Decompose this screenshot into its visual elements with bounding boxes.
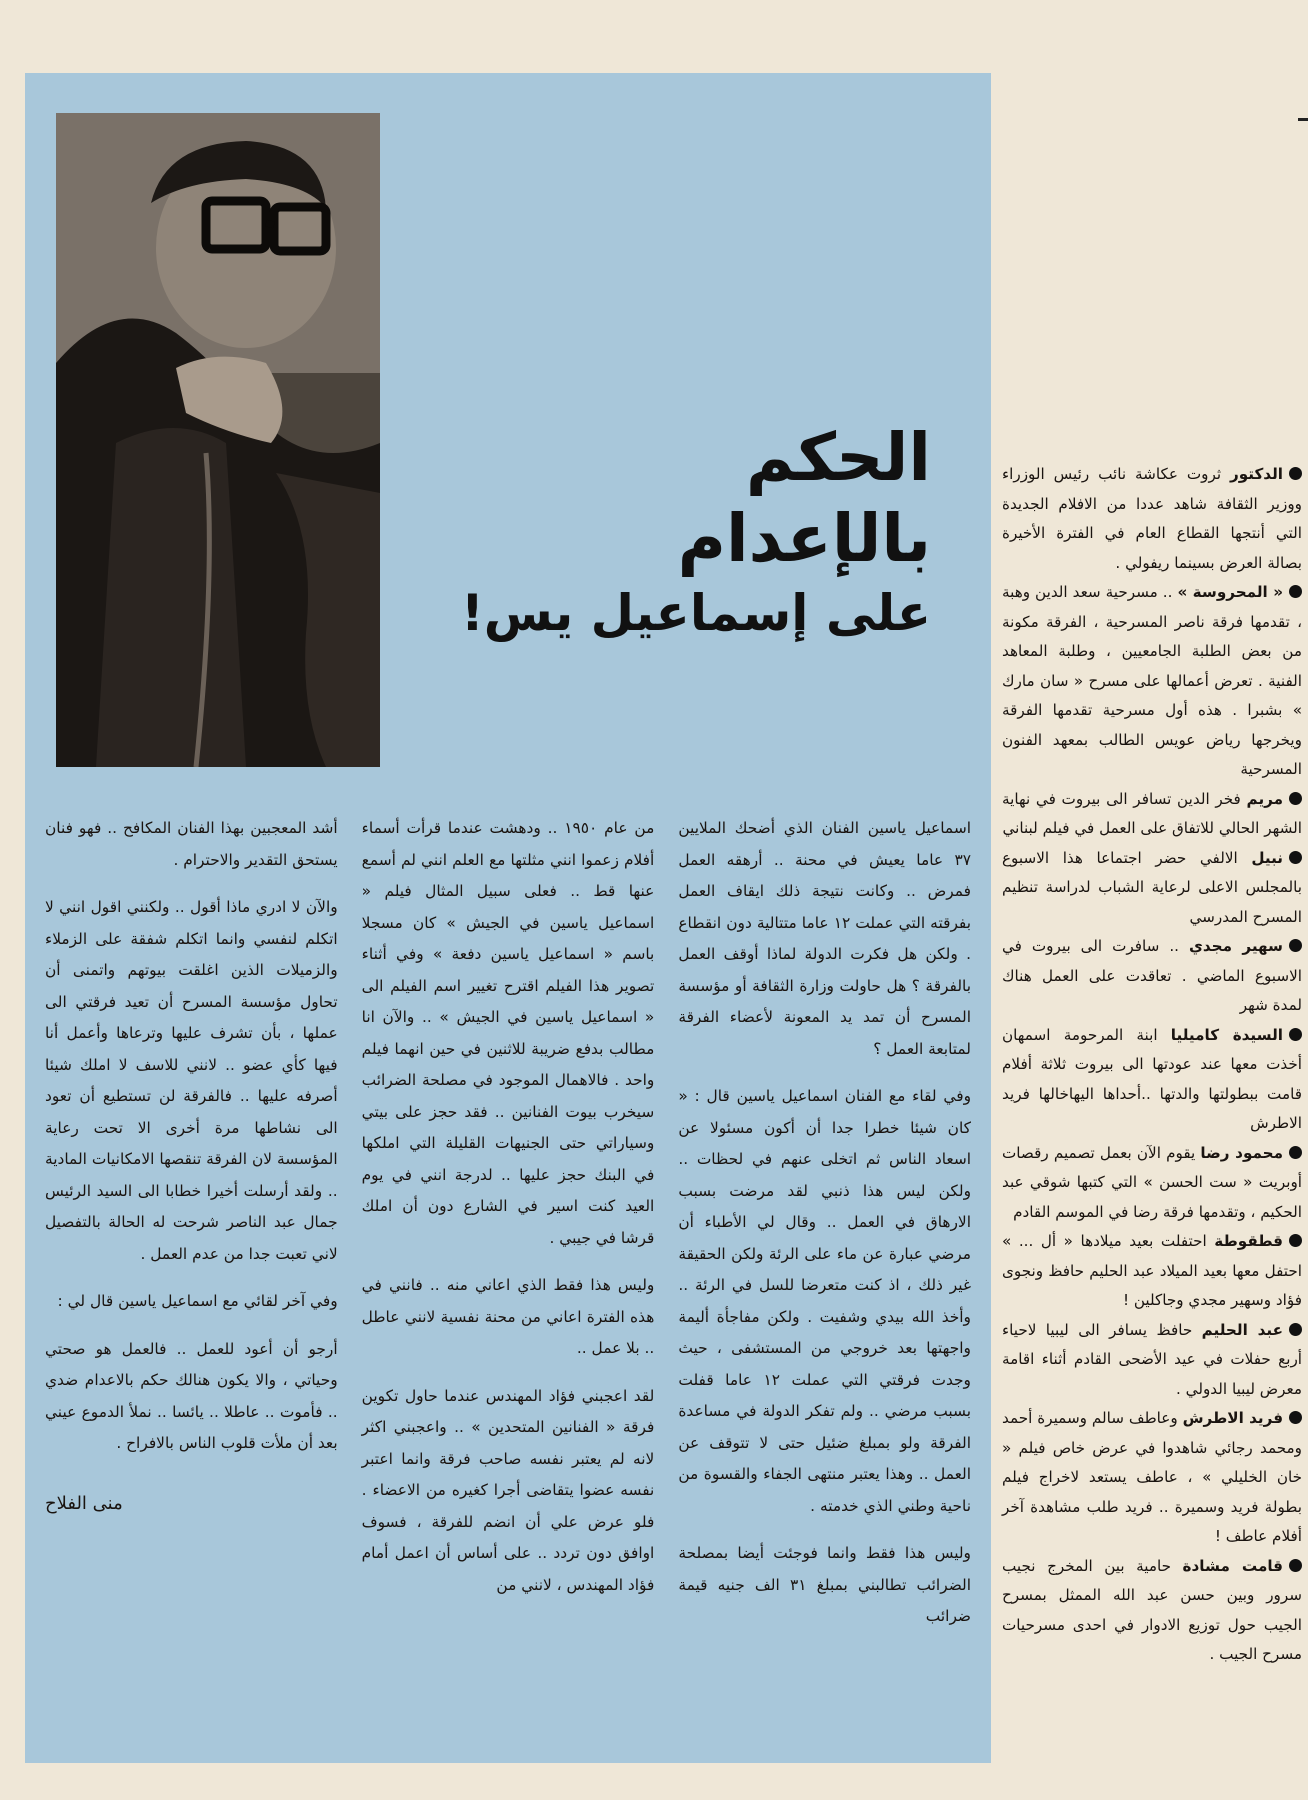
news-item: [1002, 1404, 1302, 1552]
news-item: [1002, 1227, 1302, 1316]
news-item-lead: محمود رضا: [1200, 1143, 1283, 1162]
article-paragraph: وليس هذا فقط الذي اعاني منه .. فانني في هذه الفترة اعاني من محنة نفسية لانني عاطل .. بلا عمل ..: [361, 1276, 655, 1357]
news-item: [1002, 932, 1302, 1021]
news-item-text: الالفي حضر اجتماعا هذا الاسبوع بالمجلس الاعلى لرعاية الشباب لدراسة تنظيم المسرح المدرسي: [1002, 848, 1302, 926]
bullet-icon: [1289, 585, 1302, 598]
news-item-text: حامية بين المخرج نجيب سرور وبين حسن عبد الله الممثل بمسرح الجيب حول توزيع الادوار في احدى مسرحيات مسرح الجيب .: [1002, 1556, 1302, 1663]
news-item: [1002, 1021, 1302, 1139]
article-paragraph: أشد المعجبين بهذا الفنان المكافح .. فهو فنان يستحق التقدير والاحترام .: [44, 819, 338, 869]
news-item-lead: عبد الحليم: [1201, 1320, 1283, 1339]
news-item-lead: قطقوطة: [1214, 1232, 1284, 1250]
portrait-photo: [56, 113, 380, 767]
bullet-icon: [1289, 1411, 1302, 1424]
headline-line-2: بالإعدام: [677, 500, 931, 577]
article-paragraph: والآن لا ادري ماذا أقول .. ولكنني اقول انني لا اتكلم لنفسي وانما اتكلم شفقة على الزملاء والزميلات الذين اغلقت بيوتهم واتمنى أن تحاول مؤسسة المسرح أن تعيد فرقتي الى عملها ، بأن تشرف عليها وترعاها وأعمل أنا فيها كأي عضو .. لانني للاسف لا املك شيئا أصرفه عليها .. فالفرقة لن تستطيع أن تعود الى نشاطها مرة أخرى الا تحت رعاية المؤسسة لان الفرقة تنقصها الامكانيات المادية .. ولقد أرسلت أخيرا خطابا الى السيد الرئيس جمال عبد الناصر شرحت له الحالة بالتفصيل لاني تعبت جدا من عدم العمل .: [44, 898, 338, 1263]
article-column-1: [678, 813, 971, 1753]
bullet-icon: [1289, 1559, 1302, 1572]
news-item-lead: سهير مجدي: [1188, 937, 1283, 955]
news-item-lead: نبيل: [1251, 848, 1284, 867]
article-headline: [411, 418, 931, 646]
portrait-illustration: [56, 113, 380, 767]
article-paragraph: لقد اعجبني فؤاد المهندس عندما حاول تكوين فرقة « الفنانين المتحدين » .. واعجبني اكثر لانه لم يعتبر نفسه صاحب فرقة وانما اعتبر نفسه عضوا يتقاضى أجرا كغيره من الاعضاء . فلو عرض علي أن انضم للفرقة ، فسوف اوافق دون تردد .. على أساس أن اعمل أمام فؤاد المهندس ، لانني من: [361, 1386, 655, 1594]
bullet-icon: [1289, 792, 1302, 805]
bullet-icon: [1289, 1323, 1302, 1336]
article-byline: منى الفلاح: [44, 1492, 123, 1514]
article-columns: [45, 813, 971, 1753]
news-item-lead: « المحروسة »: [1177, 583, 1284, 601]
news-item-lead: مريم: [1246, 789, 1284, 808]
article-column-2: [362, 813, 655, 1753]
news-item-text: يقوم الآن بعمل تصميم رقصات أوبريت « ست الحسن » التي كتبها شوقي عبد الحكيم ، وتقدمها فرقة رضا في الموسم القادم: [1002, 1143, 1302, 1221]
news-item-text: احتفلت بعيد ميلادها « أل ... » احتفل معها بعيد الميلاد عبد الحليم حافظ ونجوى فؤاد وسهير مجدي وجاكلين !: [1002, 1232, 1302, 1309]
bullet-icon: [1289, 1028, 1302, 1041]
bullet-icon: [1289, 851, 1302, 864]
news-item-lead: الدكتور: [1230, 465, 1283, 483]
article-paragraph: وليس هذا فقط وانما فوجئت أيضا بمصلحة الضرائب تطالبني بمبلغ ٣١ الف جنيه قيمة ضرائب: [678, 1544, 972, 1625]
news-item-text: .. سافرت الى بيروت في الاسبوع الماضي . تعاقدت على العمل هناك لمدة شهر: [1002, 937, 1302, 1014]
news-item: [1002, 785, 1302, 844]
news-briefs-column: [1002, 460, 1302, 1670]
headline-line-1: الحكم: [745, 419, 931, 496]
article-paragraph: اسماعيل ياسين الفنان الذي أضحك الملايين ٣٧ عاما يعيش في محنة .. أرهقه العمل فمرض .. وكانت نتيجة ذلك ايقاف العمل بفرقته التي عملت ١٢ عاما متتالية دون انقطاع . ولكن هل فكرت الدولة لماذا أوقف العمل بالفرقة ؟ هل حاولت وزارة الثقافة أو مؤسسة المسرح أن تمد يد المعونة لأعضاء الفرقة لمتابعة العمل ؟: [678, 819, 972, 1058]
bullet-icon: [1289, 1234, 1302, 1247]
news-item: [1002, 844, 1302, 933]
news-item: [1002, 460, 1302, 578]
headline-line-3: على إسماعيل يس!: [460, 584, 931, 642]
news-item-text: ثروت عكاشة نائب رئيس الوزراء ووزير الثقافة شاهد عددا من الافلام الجديدة التي أنتجها القطاع العام في الفترة الأخيرة بصالة العرض بسينما ريفولي .: [1002, 465, 1302, 572]
article-column-3: [45, 813, 338, 1753]
news-item-text: ابنة المرحومة اسمهان أخذت معها عند عودتها الى بيروت ثلاثة أفلام قامت ببطولتها والدتها ..أحداها اليهاخالها فريد الاطرش: [1002, 1025, 1302, 1132]
article-paragraph: أرجو أن أعود للعمل .. فالعمل هو صحتي وحياتي ، والا يكون هنالك حكم بالاعدام ضدي .. فأموت .. عاطلا .. يائسا .. نملأ الدموع عيني بعد أن ملأت قلوب الناس بالافراح .: [44, 1339, 338, 1452]
page-edge-mark: [1298, 118, 1308, 121]
article-paragraph: وفي لقاء مع الفنان اسماعيل ياسين قال : « كان شيئا خطرا جدا أن أكون مسئولا عن اسعاد الناس ثم اتخلى عنهم في لحظات .. ولكن ليس هذا ذنبي لقد مرضت بسبب الارهاق في العمل .. وقال لي الأطباء أن مرضي عبارة عن ماء على الرئة ولكن الحقيقة غير ذلك ، اذ كنت متعرضا للسل في الرئة .. وأخذ الله بيدي وشفيت . ولكن مفاجأة أليمة واجهتها بعد خروجي من المستشفى ، حيث وجدت فرقتي التي عملت ١٢ عاما قفلت بسبب مرضي .. ولم تفكر الدولة في مساعدة الفرقة ولو بمبلغ ضئيل حتى لا تتوقف عن العمل .. وهذا يعتبر منتهى الجفاء والقسوة من ناحية وطني الذي خدمته .: [678, 1087, 971, 1515]
article-paragraph: وفي آخر لقائي مع اسماعيل ياسين قال لي :: [57, 1292, 338, 1310]
news-item-text: وعاطف سالم وسميرة أحمد ومحمد رجائي شاهدوا في عرض خاص فيلم « خان الخليلي » ، عاطف يستعد لاخراج فيلم بطولة فريد وسميرة .. فريد طلب مشاهدة آخر أفلام عاطف !: [1002, 1409, 1302, 1545]
news-item: [1002, 1552, 1302, 1670]
article-panel: [25, 73, 991, 1763]
news-item-text: حافظ يسافر الى ليبيا لاحياء أربع حفلات في عيد الأضحى القادم أثناء اقامة معرض ليبيا الدولي .: [1002, 1320, 1302, 1398]
news-item-lead: فريد الاطرش: [1182, 1409, 1284, 1427]
news-item: [1002, 1139, 1302, 1228]
bullet-icon: [1289, 1146, 1302, 1159]
bullet-icon: [1289, 467, 1302, 480]
news-item-lead: قامت مشادة: [1182, 1556, 1283, 1575]
article-paragraph: من عام ١٩٥٠ .. ودهشت عندما قرأت أسماء أفلام زعموا انني مثلتها مع العلم انني لم أسمع عنها قط .. فعلى سبيل المثال فيلم « اسماعيل ياسين في الجيش » كان مسجلا باسم « اسماعيل ياسين دفعة » وفي أثناء تصوير هذا الفيلم اقترح تغيير اسم الفيلم الى « اسماعيل ياسين في الجيش » .. والآن انا مطالب بدفع ضريبة للاثنين في حين انهما فيلم واحد . فالاهمال الموجود في مصلحة الضرائب سيخرب بيوت الفنانين .. فقد حجز على بيتي وسياراتي حتى الجنيهات القليلة التي املكها في البنك حجز عليها .. لدرجة انني في يوم العيد كنت اسير في الشارع دون أن املك قرشا في جيبي .: [361, 819, 655, 1247]
news-item-lead: السيدة كاميليا: [1170, 1025, 1283, 1044]
news-item-text: .. مسرحية سعد الدين وهبة ، تقدمها فرقة ناصر المسرحية ، الفرقة مكونة من بعض الطلبة الجامعيين ، وطلبة المعاهد الفنية . تعرض أعمالها على مسرح « سان مارك » بشبرا . هذه أول مسرحية تقدمها الفرقة ويخرجها رياض عويس الطالب بمعهد الفنون المسرحية: [1002, 583, 1302, 778]
news-item: [1002, 578, 1302, 785]
bullet-icon: [1289, 939, 1302, 952]
news-item-text: فخر الدين تسافر الى بيروت في نهاية الشهر الحالي للاتفاق على العمل في فيلم لبناني: [1002, 789, 1302, 837]
news-item: [1002, 1316, 1302, 1405]
